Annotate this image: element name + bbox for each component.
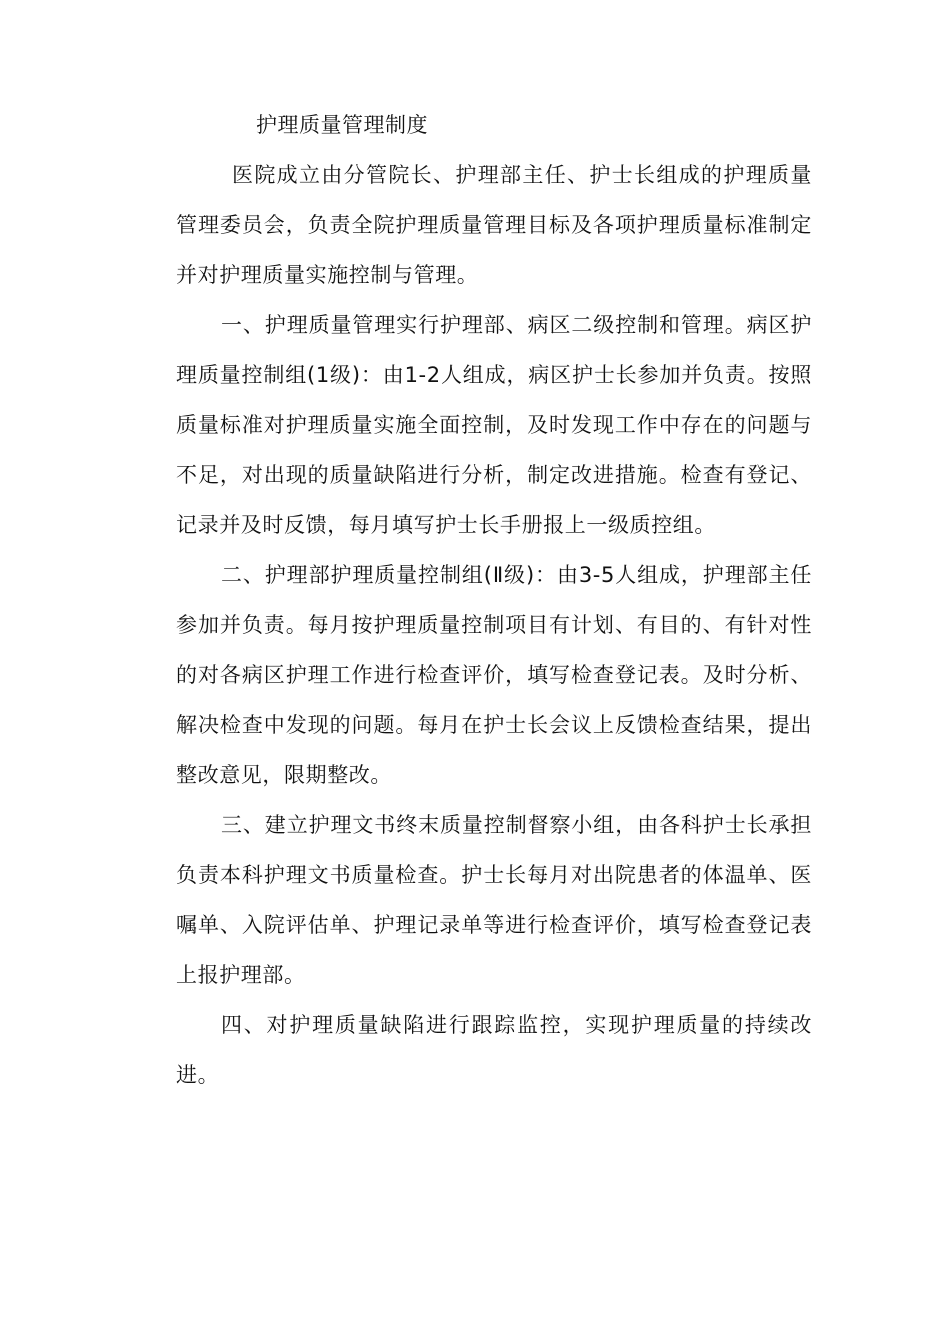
document-body — [176, 100, 812, 1100]
document-title: 护理质量管理制度 — [256, 113, 428, 137]
paragraph-intro: 医院成立由分管院长、护理部主任、护士长组成的护理质量管理委员会，负责全院护理质量管理目标及各项护理质量标准制定并对护理质量实施控制与管理。 — [176, 163, 812, 287]
paragraph-item-2: 二、护理部护理质量控制组(Ⅱ级)：由3-5人组成，护理部主任参加并负责。每月按护理质量控制项目有计划、有目的、有针对性的对各病区护理工作进行检查评价，填写检查登记表。及时分析、解决检查中发现的问题。每月在护士长会议上反馈检查结果，提出整改意见，限期整改。 — [176, 563, 812, 787]
paragraph-item-1: 一、护理质量管理实行护理部、病区二级控制和管理。病区护理质量控制组(1级)：由1-2人组成，病区护士长参加并负责。按照质量标准对护理质量实施全面控制，及时发现工作中存在的问题与不足，对出现的质量缺陷进行分析，制定改进措施。检查有登记、记录并及时反馈，每月填写护士长手册报上一级质控组。 — [176, 313, 812, 537]
paragraph-item-3: 三、建立护理文书终末质量控制督察小组，由各科护士长承担负责本科护理文书质量检查。护士长每月对出院患者的体温单、医嘱单、入院评估单、护理记录单等进行检查评价，填写检查登记表上报护理部。 — [176, 813, 812, 987]
paragraph-item-4: 四、对护理质量缺陷进行跟踪监控，实现护理质量的持续改进。 — [176, 1013, 812, 1087]
